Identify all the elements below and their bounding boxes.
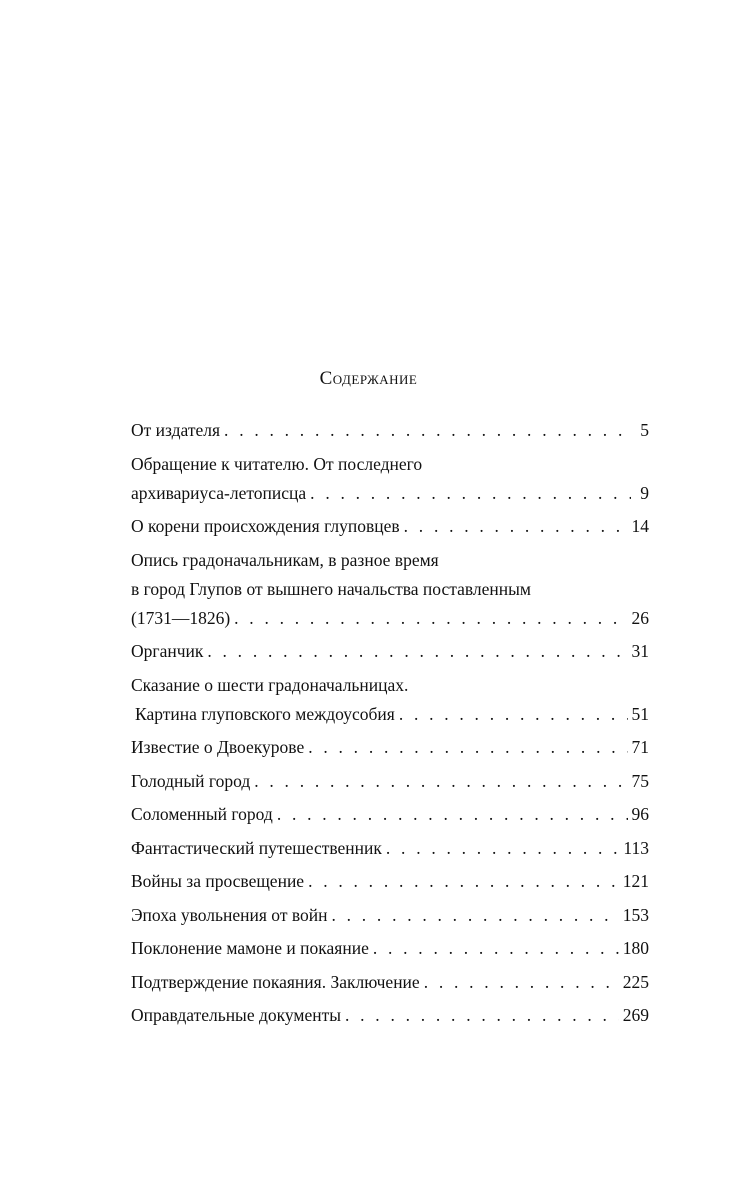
dot-leader	[224, 416, 631, 445]
toc-entry-text: От издателя	[131, 420, 221, 440]
dot-leader	[373, 934, 619, 963]
toc-entry	[131, 800, 649, 829]
toc-entry-row	[131, 733, 649, 762]
toc-entry-row	[131, 512, 649, 541]
toc-entry-text: Обращение к читателю. От последнего	[131, 453, 423, 474]
dot-leader	[207, 637, 627, 666]
toc-entry	[131, 934, 649, 963]
toc-entry	[131, 867, 649, 896]
toc-entry	[131, 901, 649, 930]
toc-entry	[131, 767, 649, 796]
dot-leader	[386, 834, 619, 863]
toc-entry-row	[131, 867, 649, 896]
toc-entry	[131, 968, 649, 997]
toc-page-number: 75	[631, 770, 649, 791]
toc-entry-text: Поклонение мамоне и покаяние	[131, 938, 369, 958]
toc-entry-text: Сказание о шести градоначальницах.	[131, 674, 409, 695]
toc-entry	[131, 512, 649, 541]
toc-page-number: 26	[631, 607, 649, 628]
toc-page-number: 5	[640, 420, 649, 440]
toc-entry-row	[131, 637, 649, 666]
toc-entry	[131, 834, 649, 863]
toc-page-number: 96	[631, 804, 649, 824]
toc-entry-row	[131, 934, 649, 963]
toc-page-number: 14	[631, 516, 649, 536]
toc-entry-row	[131, 834, 649, 863]
toc-entry-row	[131, 604, 649, 633]
toc-entry-text: Соломенный город	[131, 804, 273, 824]
dot-leader	[308, 867, 619, 896]
toc-entry-text: Органчик	[131, 641, 204, 661]
toc-entry	[131, 416, 649, 445]
toc-entry-text: Фантастический путешественник	[131, 837, 382, 858]
dot-leader	[277, 800, 628, 829]
toc-entry-text: Голодный город	[131, 770, 251, 791]
toc-entry-text: Известие о Двоекурове	[131, 737, 305, 757]
dot-leader	[345, 1001, 619, 1030]
dot-leader	[404, 512, 628, 541]
toc-entry-text: архивариуса-летописца	[131, 482, 307, 503]
toc-page-number: 180	[622, 938, 649, 958]
toc-entry	[131, 671, 649, 729]
toc-page-number: 121	[622, 871, 649, 891]
toc-entry	[131, 450, 649, 508]
toc-entry-text: в город Глупов от вышнего начальства поставленным	[131, 578, 531, 599]
toc-entry-row	[131, 968, 649, 997]
toc-entry-row	[131, 479, 649, 508]
toc-entry-text: О корени происхождения глуповцев	[131, 516, 400, 536]
toc-page-number: 113	[623, 837, 649, 858]
toc-entry-row	[131, 767, 649, 796]
toc-entry	[131, 546, 649, 633]
dot-leader	[424, 968, 619, 997]
toc-page-number: 269	[622, 1005, 649, 1025]
dot-leader	[310, 479, 631, 508]
toc-entry-text: Подтверждение покаяния. Заключение	[131, 971, 420, 992]
toc-entry-text: Оправдательные документы	[131, 1005, 341, 1025]
toc-entry-text: (1731—1826)	[131, 607, 231, 628]
toc-page-number: 71	[631, 737, 649, 757]
toc-entry-row	[131, 416, 649, 445]
dot-leader	[234, 604, 627, 633]
toc-entry-row	[131, 800, 649, 829]
toc-list	[131, 416, 649, 1035]
toc-page-number: 9	[640, 482, 649, 503]
toc-entry-text: Войны за просвещение	[131, 871, 305, 891]
toc-page-number: 51	[631, 703, 649, 724]
dot-leader	[399, 700, 628, 729]
toc-page-number: 225	[622, 971, 649, 992]
toc-entry	[131, 733, 649, 762]
toc-page-number: 31	[631, 641, 649, 661]
toc-page-number: 153	[622, 904, 649, 925]
toc-entry-row	[131, 1001, 649, 1030]
toc-entry	[131, 637, 649, 666]
toc-entry-text: Картина глуповского междоусобия	[135, 703, 395, 724]
dot-leader	[331, 901, 618, 930]
toc-title: Содержание	[319, 368, 418, 389]
dot-leader	[308, 733, 627, 762]
dot-leader	[254, 767, 627, 796]
toc-entry-text: Эпоха увольнения от войн	[131, 904, 328, 925]
toc-entry	[131, 1001, 649, 1030]
toc-entry-row	[131, 901, 649, 930]
toc-entry-row	[131, 700, 649, 729]
toc-entry-text: Опись градоначальникам, в разное время	[131, 549, 439, 570]
